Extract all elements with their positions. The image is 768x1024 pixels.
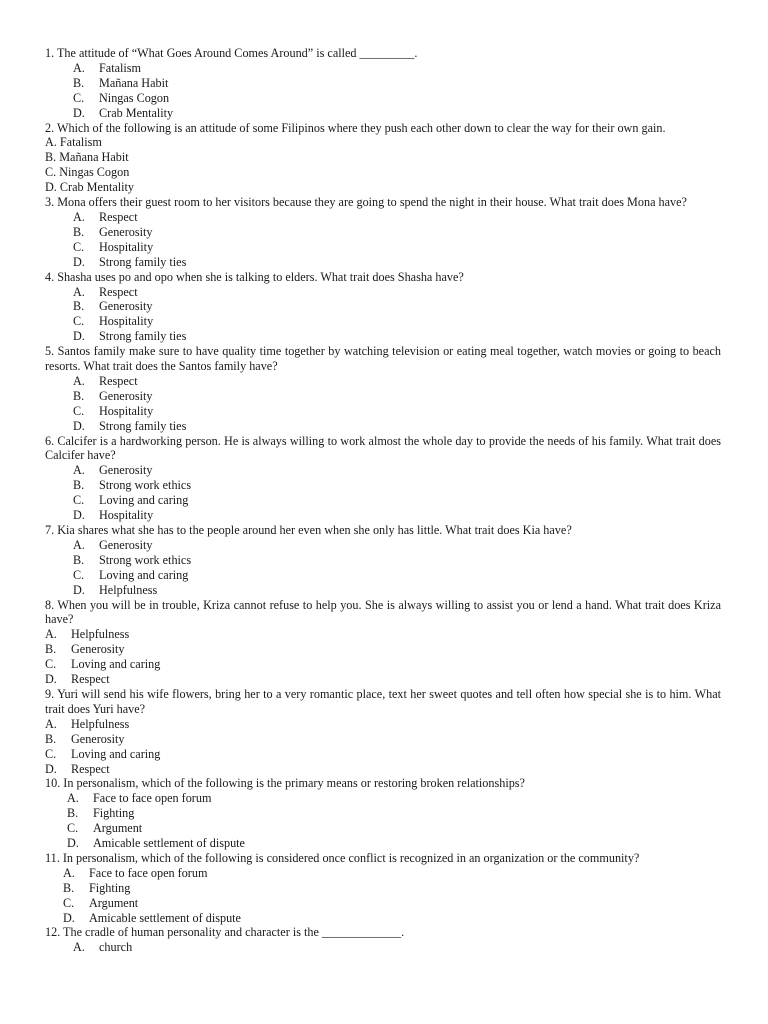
option-8b [45, 642, 721, 657]
option-1c [45, 91, 721, 106]
option-7a [45, 538, 721, 553]
option-text: Fighting [89, 880, 131, 895]
option-letter: A. [73, 60, 85, 75]
option-letter: D. [45, 761, 57, 776]
option-letter: A. [67, 791, 79, 806]
option-text: Hospitality [99, 314, 154, 329]
option-text: Face to face open forum [89, 865, 208, 880]
option-8d [45, 672, 721, 687]
option-9c [45, 747, 721, 762]
option-letter: A. [73, 463, 85, 478]
option-2c: C. Ningas Cogon [45, 165, 130, 180]
option-9a [45, 717, 721, 732]
option-letter: D. [67, 836, 79, 851]
option-letter: C. [63, 895, 75, 910]
option-1b [45, 76, 721, 91]
option-text: Respect [71, 761, 110, 776]
option-11c [45, 896, 721, 911]
option-3a [45, 210, 721, 225]
option-text: Generosity [71, 642, 125, 657]
question-12: 12. The cradle of human personality and character is the _____________. [45, 925, 405, 940]
option-text: Argument [93, 821, 143, 836]
option-letter: B. [73, 75, 85, 90]
option-text: Loving and caring [71, 657, 161, 672]
option-3b [45, 225, 721, 240]
option-letter: C. [73, 403, 85, 418]
option-text: Respect [99, 284, 138, 299]
question-9: 9. Yuri will send his wife flowers, bring her to a very romantic place, text her sweet quotes and tell often how special she is to him. What trait does Yuri have? [45, 686, 721, 716]
option-letter: A. [45, 716, 57, 731]
option-letter: D. [73, 508, 85, 523]
option-letter: B. [63, 880, 75, 895]
option-5d [45, 419, 721, 434]
option-text: Respect [99, 373, 138, 388]
option-text: Strong family ties [99, 254, 187, 269]
option-text: Generosity [99, 224, 153, 239]
option-6b [45, 478, 721, 493]
option-text: Hospitality [99, 508, 154, 523]
option-letter: B. [73, 478, 85, 493]
question-3: 3. Mona offers their guest room to her visitors because they are going to spend the night in their house. What trait does Mona have? [45, 195, 687, 210]
option-letter: B. [73, 224, 85, 239]
question-7: 7. Kia shares what she has to the people around her even when she only has little. What trait does Kia have? [45, 523, 572, 537]
option-5b [45, 389, 721, 404]
option-11b [45, 881, 721, 896]
option-text: Strong family ties [99, 418, 187, 433]
option-text: Amicable settlement of dispute [89, 910, 241, 925]
option-text: Hospitality [99, 403, 154, 418]
option-text: Generosity [99, 537, 153, 552]
option-text: Strong work ethics [99, 478, 192, 493]
option-letter: A. [73, 373, 85, 388]
option-text: Generosity [99, 388, 153, 403]
option-text: Mañana Habit [99, 75, 169, 90]
option-letter: C. [73, 567, 85, 582]
option-letter: B. [73, 388, 85, 403]
option-text: church [99, 940, 133, 955]
option-3d [45, 255, 721, 270]
option-letter: C. [67, 821, 79, 836]
question-2: 2. Which of the following is an attitude of some Filipinos where they push each other down to clear the way for their own gain. [45, 120, 666, 135]
option-4d [45, 329, 721, 344]
option-letter: D. [45, 672, 57, 687]
option-letter: B. [67, 806, 79, 821]
option-letter: A. [73, 284, 85, 299]
option-letter: D. [63, 910, 75, 925]
option-text: Strong family ties [99, 329, 187, 344]
option-1a [45, 61, 721, 76]
option-text: Fighting [93, 806, 135, 821]
option-text: Helpfulness [71, 716, 130, 731]
question-4: 4. Shasha uses po and opo when she is talking to elders. What trait does Shasha have? [45, 269, 464, 284]
option-letter: B. [45, 731, 57, 746]
option-6d [45, 508, 721, 523]
option-letter: C. [73, 90, 85, 105]
option-letter: C. [73, 493, 85, 508]
option-letter: B. [73, 552, 85, 567]
option-text: Amicable settlement of dispute [93, 836, 245, 851]
option-3c [45, 240, 721, 255]
option-text: Helpfulness [99, 582, 158, 597]
option-4a [45, 285, 721, 300]
option-2d: D. Crab Mentality [45, 180, 135, 195]
option-letter: D. [73, 329, 85, 344]
option-letter: C. [45, 746, 57, 761]
option-11d [45, 911, 721, 926]
option-text: Ningas Cogon [99, 90, 170, 105]
option-5a [45, 374, 721, 389]
option-letter: B. [45, 642, 57, 657]
option-text: Hospitality [99, 239, 154, 254]
option-letter: B. [73, 299, 85, 314]
option-8a [45, 627, 721, 642]
question-1: 1. The attitude of “What Goes Around Comes Around” is called _________. [45, 46, 418, 60]
option-4b [45, 299, 721, 314]
option-letter: A. [45, 627, 57, 642]
option-10a [45, 791, 721, 806]
option-2b: B. Mañana Habit [45, 150, 129, 165]
option-10c [45, 821, 721, 836]
option-11a [45, 866, 721, 881]
option-letter: A. [73, 209, 85, 224]
option-1d [45, 106, 721, 121]
option-text: Crab Mentality [99, 105, 174, 120]
option-text: Loving and caring [99, 567, 189, 582]
option-letter: A. [73, 537, 85, 552]
option-6a [45, 463, 721, 478]
option-12a [45, 940, 721, 955]
option-7c [45, 568, 721, 583]
question-11: 11. In personalism, which of the following is considered once conflict is recognized in an organization or the community? [45, 850, 640, 865]
option-text: Fatalism [99, 60, 141, 75]
option-letter: D. [73, 254, 85, 269]
option-text: Loving and caring [71, 746, 161, 761]
option-text: Generosity [99, 463, 153, 478]
option-text: Strong work ethics [99, 552, 192, 567]
option-9d [45, 762, 721, 777]
option-6c [45, 493, 721, 508]
option-text: Argument [89, 895, 139, 910]
option-letter: C. [73, 314, 85, 329]
question-10: 10. In personalism, which of the following is the primary means or restoring broken relationships? [45, 776, 525, 791]
option-text: Generosity [71, 731, 125, 746]
option-letter: A. [73, 940, 85, 955]
option-2a: A. Fatalism [45, 135, 102, 150]
option-text: Helpfulness [71, 627, 130, 642]
option-10b [45, 806, 721, 821]
quiz-body [45, 46, 721, 955]
option-letter: D. [73, 105, 85, 120]
option-text: Respect [71, 672, 110, 687]
option-text: Loving and caring [99, 493, 189, 508]
option-9b [45, 732, 721, 747]
option-letter: C. [73, 239, 85, 254]
option-10d [45, 836, 721, 851]
question-8: 8. When you will be in trouble, Kriza cannot refuse to help you. She is always willing to assist you or lend a hand. What trait does Kriza have? [45, 597, 721, 627]
option-4c [45, 314, 721, 329]
option-text: Face to face open forum [93, 791, 212, 806]
question-5: 5. Santos family make sure to have quality time together by watching television or eating meal together, watch movies or going to beach resorts. What trait does the Santos family have? [45, 344, 721, 374]
option-text: Generosity [99, 299, 153, 314]
option-text: Respect [99, 209, 138, 224]
option-letter: C. [45, 657, 57, 672]
option-7b [45, 553, 721, 568]
option-8c [45, 657, 721, 672]
option-letter: D. [73, 582, 85, 597]
option-letter: A. [63, 865, 75, 880]
option-letter: D. [73, 418, 85, 433]
option-5c [45, 404, 721, 419]
option-7d [45, 583, 721, 598]
question-6: 6. Calcifer is a hardworking person. He is always willing to work almost the whole day to provide the needs of his family. What trait does Calcifer have? [45, 433, 721, 463]
